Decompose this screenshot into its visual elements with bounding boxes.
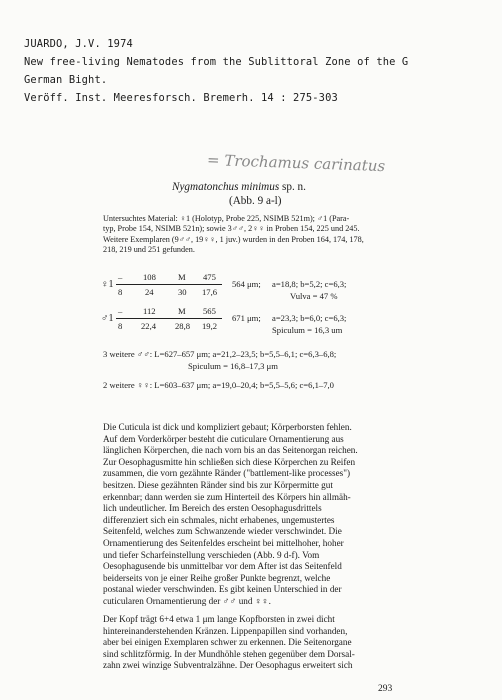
material-line: Untersuchtes Material: ♀1 (Holotyp, Probe 225, NSIMB 521m); ♂1 (Para- [103,214,350,223]
reference-title-line-2: German Bight. [24,74,108,86]
page-number: 293 [378,684,393,694]
text-line: differenziert sich ein schmales, nicht erhabenes, ungemustertes [103,514,335,525]
female-ratios: a=18,8; b=5,2; c=6,3; [272,279,347,289]
text-line: hintereinanderstehenden Kränzen. Lippenpapillen sind vorhanden, [103,625,348,636]
male-ratios: a=23,3; b=6,0; c=6,3; [272,313,347,323]
text-line: cuticularen Ornamentierung der ♂♂ und ♀♀. [103,595,271,606]
text-line: zahn zwei winzige Subventralzähne. Der Oesophagus erweitert sich [103,660,353,671]
text-line: erkennbar; dann werden sie zum Hinterteil des Körpers hin allmäh- [103,491,351,502]
male-spiculum: Spiculum = 16,3 um [272,325,343,335]
text-line: Seitenfeld, welches zum Schwanzende wieder verschwindet. Die [103,526,342,537]
text-line: beiderseits von je einer Reihe großer Punkte begrenzt, welche [103,572,331,583]
text-line: Oesophagusende bis unmittelbar vor dem After ist das Seitenfeld [103,561,342,572]
material-paragraph [103,214,364,256]
female-formula-bottom-4: 17,6 [202,287,218,297]
female-length: 564 μm; [232,279,261,289]
description-paragraph-2 [103,614,393,672]
text-line: lich undeutlicher. Im Bereich des ersten Oesophagusdrittels [103,503,322,514]
male-fraction-line [116,318,222,319]
male-formula-bottom-1: 8 [118,321,123,331]
figure-reference: (Abb. 9 a-l) [229,195,282,207]
further-males-line: 3 weitere ♂♂: L=627–657 μm; a=21,2–23,5; b=5,5–6,1; c=6,3–6,8; [103,349,337,359]
male-formula-top-2: 112 [143,306,156,316]
author-year-line: JUARDO, J.V. 1974 [24,38,133,50]
text-line: sind schlitzförmig. In der Mundhöhle stehen gegenüber dem Dorsal- [103,648,355,659]
text-line: Zur Oesophagusmitte hin schließen sich diese Körperchen zu Reifen [103,456,356,467]
species-heading [172,181,306,193]
species-suffix: sp. n. [282,181,306,193]
male-formula-top-4: 565 [203,306,216,316]
female-formula-bottom-2: 24 [145,287,154,297]
text-line: länglichen Körperchen, die nach vorn bis an das Seitenorgan reichen. [103,445,358,456]
male-sex-symbol: ♂1 [101,313,114,324]
material-line: 218, 219 und 251 gefunden. [103,245,195,255]
female-formula-top-1: – [118,272,123,282]
female-formula-bottom-1: 8 [118,287,123,297]
text-line: Auf dem Vorderkörper besteht die cuticulare Ornamentierung aus [103,433,344,444]
further-females-line: 2 weitere ♀♀: L=603–637 μm; a=19,0–20,4; b=5,5–5,6; c=6,1–7,0 [103,380,334,390]
female-formula-top-3: M [178,272,186,282]
male-formula-bottom-2: 22,4 [141,321,157,331]
text-line: aber bei einigen Exemplaren schwer zu erkennen. Die Seitenorgane [103,637,352,648]
journal-reference-line: Veröff. Inst. Meeresforsch. Bremerh. 14 : 275-303 [24,92,338,104]
text-line: Die Cuticula ist dick und kompliziert gebaut; Körperborsten fehlen. [103,422,352,432]
male-formula-bottom-3: 28,8 [175,321,191,331]
female-vulva: Vulva = 47 % [290,291,338,301]
male-formula-top-1: – [118,306,123,316]
male-formula-bottom-4: 19,2 [202,321,218,331]
species-name: Nygmatonchus minimus [172,181,280,193]
male-formula-top-3: M [178,306,186,316]
text-line: Ornamentierung des Seitenfeldes erscheint bei mittelhoher, hoher [103,537,344,548]
description-paragraph-1 [103,422,393,608]
material-line: Weitere Exemplaren (9♂♂, 19♀♀, 1 juv.) wurden in den Proben 164, 174, 178, [103,234,364,244]
male-length: 671 μm; [232,313,261,323]
text-line: Der Kopf trägt 6+4 etwa 1 μm lange Kopfborsten in zwei dicht [103,614,335,624]
text-line: postanal wieder verschwinden. Es gibt keinen Unterschied in der [103,584,342,595]
female-formula-top-4: 475 [203,272,216,282]
female-formula-bottom-3: 30 [178,287,187,297]
text-line: besitzen. Diese gezähnten Ränder sind bis zur Körpermitte gut [103,479,333,490]
further-males-spiculum: Spiculum = 16,8–17,3 μm [188,361,278,371]
female-sex-symbol: ♀1 [101,279,114,290]
female-fraction-line [116,284,222,285]
handwritten-synonym-note: = Trochamus carinatus [206,150,386,176]
material-line: typ, Probe 154, NSIMB 521n); sowie 3♂♂, 2♀♀ in Proben 154, 225 und 245. [103,224,360,234]
reference-title-line-1: New free-living Nematodes from the Sublittoral Zone of the G [24,56,409,68]
text-line: und tiefer Scharfeinstellung verschieden (Abb. 9 d-f). Vom [103,549,320,560]
text-line: zusammen, die vorn gezähnte Ränder ("battlement-like processes") [103,468,351,479]
female-formula-top-2: 108 [143,272,156,282]
